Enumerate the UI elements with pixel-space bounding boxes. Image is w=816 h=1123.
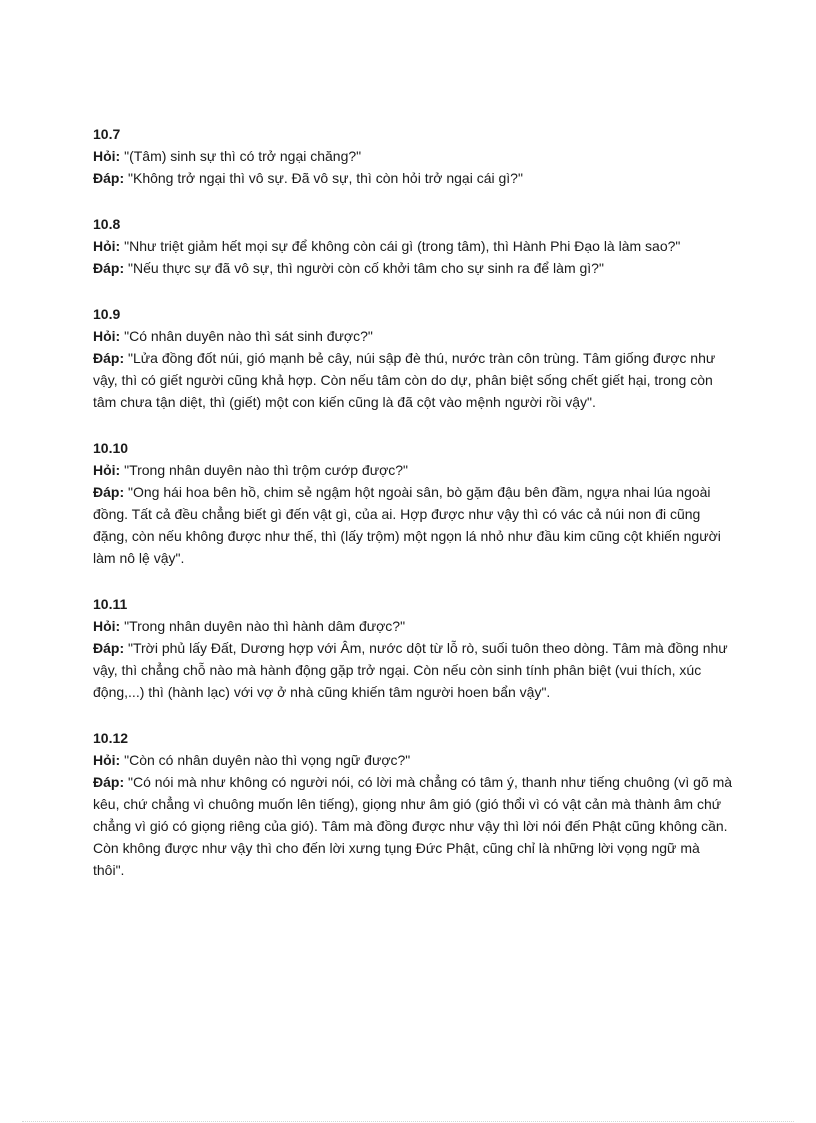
qa-entry-10-8 <box>93 213 733 279</box>
qa-entry-10-11 <box>93 593 733 703</box>
entry-number: 10.11 <box>93 596 128 612</box>
question-text: "Có nhân duyên nào thì sát sinh được?" <box>120 328 373 344</box>
page-bottom-rule <box>22 1121 794 1122</box>
answer-text: "Lửa đồng đốt núi, gió mạnh bẻ cây, núi sập đè thú, nước tràn côn trùng. Tâm giống được như vậy, thì có giết người cũng khả hợp. Còn nếu tâm còn do dự, phân biệt sống chết giết hại, trong còn tâm chưa tận diệt, thì (giết) một con kiến cũng là đã cột vào mệnh người rồi vậy". <box>93 350 716 410</box>
question-line <box>93 459 733 481</box>
answer-line <box>93 167 733 189</box>
question-label: Hỏi: <box>93 462 121 478</box>
answer-line <box>93 637 733 703</box>
answer-line <box>93 481 733 569</box>
entry-number: 10.9 <box>93 306 121 322</box>
question-line <box>93 145 733 167</box>
question-label: Hỏi: <box>93 618 121 634</box>
entry-number: 10.12 <box>93 730 129 746</box>
answer-text: "Không trở ngại thì vô sự. Đã vô sự, thì còn hỏi trở ngại cái gì?" <box>124 170 523 186</box>
answer-line <box>93 347 733 413</box>
question-text: "Còn có nhân duyên nào thì vọng ngữ được?" <box>120 752 411 768</box>
question-text: "Trong nhân duyên nào thì trộm cướp được?" <box>120 462 409 478</box>
answer-line <box>93 257 733 279</box>
question-label: Hỏi: <box>93 238 121 254</box>
answer-text: "Có nói mà như không có người nói, có lời mà chẳng có tâm ý, thanh như tiếng chuông (vì gõ mà kêu, chứ chẳng vì chuông muốn lên tiếng), giọng như âm gió (gió thổi vì có vật cản mà thành âm chứ chẳng vì gió có giọng riêng của gió). Tâm mà đồng được như vậy thì lời nói đến Phật cũng không cần. Còn không được như vậy thì cho đến lời xưng tụng Đức Phật, cũng chỉ là những lời vọng ngữ mà thôi". <box>93 774 733 878</box>
answer-label: Đáp: <box>93 774 125 790</box>
qa-entry-10-12 <box>93 727 733 881</box>
question-label: Hỏi: <box>93 148 121 164</box>
question-line <box>93 325 733 347</box>
answer-label: Đáp: <box>93 484 125 500</box>
answer-label: Đáp: <box>93 260 125 276</box>
qa-entry-10-10 <box>93 437 733 569</box>
answer-label: Đáp: <box>93 170 125 186</box>
question-text: "Trong nhân duyên nào thì hành dâm được?" <box>120 618 406 634</box>
question-line <box>93 749 733 771</box>
answer-line <box>93 771 733 881</box>
question-label: Hỏi: <box>93 328 121 344</box>
question-line <box>93 615 733 637</box>
qa-entry-10-9 <box>93 303 733 413</box>
answer-text: "Nếu thực sự đã vô sự, thì người còn cố khởi tâm cho sự sinh ra để làm gì?" <box>124 260 604 276</box>
qa-entry-10-7 <box>93 123 733 189</box>
entry-number: 10.10 <box>93 440 129 456</box>
entry-number: 10.7 <box>93 126 121 142</box>
entry-number: 10.8 <box>93 216 121 232</box>
question-line <box>93 235 733 257</box>
answer-label: Đáp: <box>93 350 125 366</box>
question-text: "(Tâm) sinh sự thì có trở ngại chăng?" <box>120 148 362 164</box>
answer-text: "Trời phủ lấy Đất, Dương hợp với Âm, nước dột từ lỗ rò, suối tuôn theo dòng. Tâm mà đồng như vậy, thì chẳng chỗ nào mà hành động gặp trở ngại. Còn nếu còn sinh tính phân biệt (vui thích, xúc động,...) thì (hành lạc) với vợ ở nhà cũng khiến tâm người hoen bẩn vậy". <box>93 640 728 700</box>
answer-label: Đáp: <box>93 640 125 656</box>
question-label: Hỏi: <box>93 752 121 768</box>
document-page <box>93 123 733 905</box>
answer-text: "Ong hái hoa bên hồ, chim sẻ ngậm hột ngoài sân, bò gặm đậu bên đầm, ngựa nhai lúa ngoài đồng. Tất cả đều chẳng biết gì đến vật gì, của ai. Hợp được như vậy thì có vác cả núi non đi cũng đặng, còn nếu không được như thế, thì (lấy trộm) một ngọn lá nhỏ như đầu kim cũng cột khiến người làm nô lệ vậy". <box>93 484 721 566</box>
question-text: "Như triệt giảm hết mọi sự để không còn cái gì (trong tâm), thì Hành Phi Đạo là làm sao?" <box>120 238 681 254</box>
